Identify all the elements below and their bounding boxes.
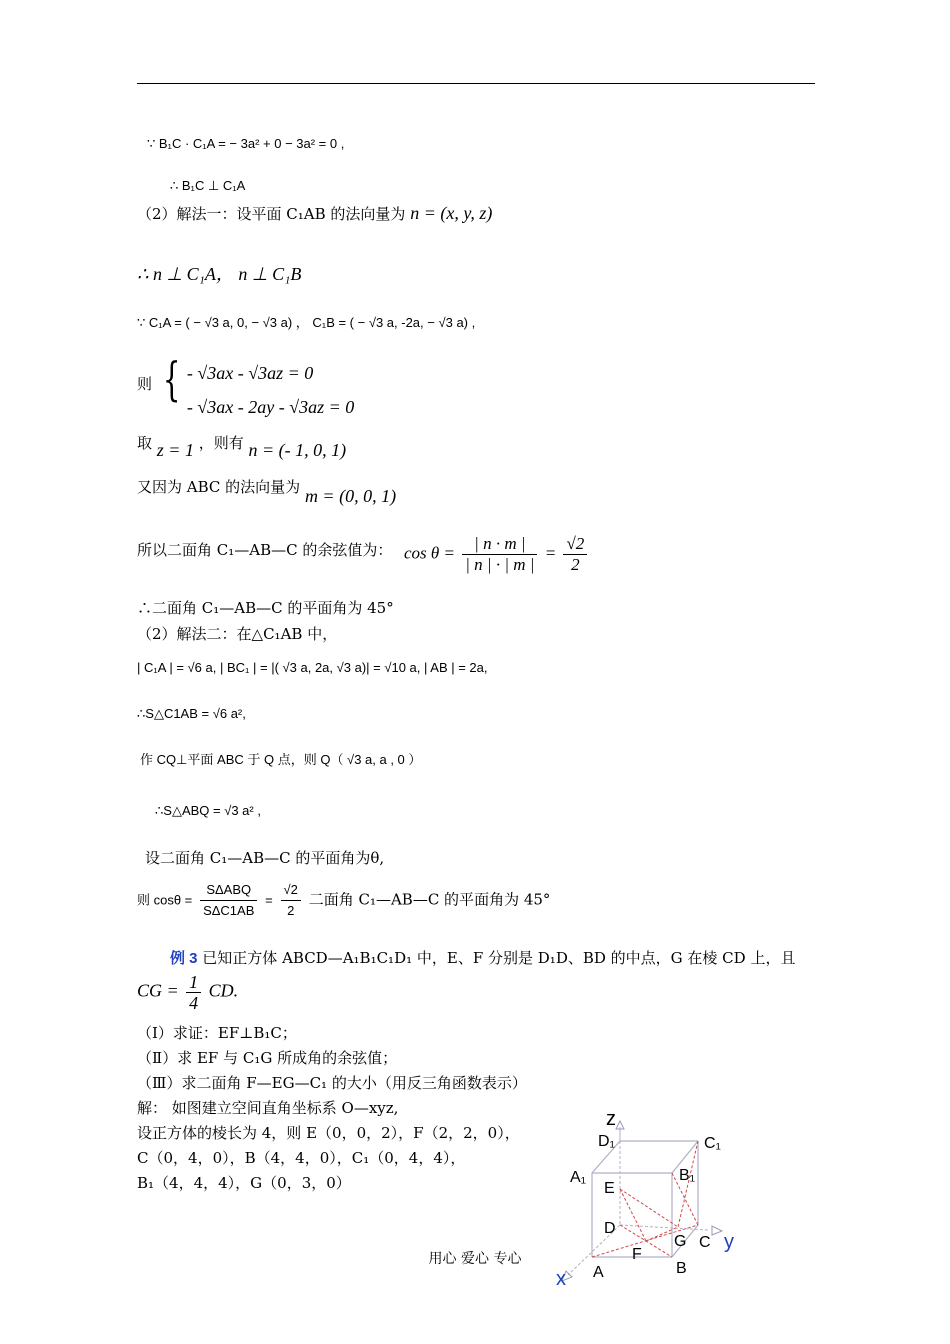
header-rule [137, 83, 815, 84]
solution-line-1: 解： 如图建立空间直角坐标系 O—xyz, [137, 1099, 399, 1117]
vertex-B1: B₁ [679, 1167, 696, 1184]
equation-1: - √3ax - √3az = 0 [186, 363, 314, 383]
area-equals: = [265, 892, 273, 908]
cos-denominator: | n | · | m | [465, 555, 535, 574]
line-perpendicular: ∴ B₁C ⊥ C₁A [170, 178, 246, 193]
cos-result-num: √2 [563, 534, 587, 555]
vertex-D1: D₁ [598, 1133, 615, 1150]
line-take-z [137, 432, 347, 460]
cg-num: 1 [186, 972, 201, 993]
line-method1-intro [137, 203, 492, 224]
method1-text: （2）解法一：设平面 C₁AB 的法向量为 [137, 205, 406, 223]
point-G: G [674, 1233, 687, 1250]
then-have-label: ，则有 [198, 434, 244, 452]
m-value: m = (0, 0, 1) [304, 486, 397, 506]
line-lengths: | C₁A | = √6 a, | BC₁ | = |( √3 a, 2a, √3 a)| = √10 a, | AB | = 2a, [137, 660, 488, 675]
vertex-A1: A₁ [570, 1169, 587, 1186]
normal-vector-n: n = (x, y, z) [410, 203, 493, 223]
line-set-theta: 设二面角 C₁—AB—C 的平面角为θ, [145, 849, 385, 867]
axis-z-label: z [606, 1108, 616, 1130]
solution-line-2: 设正方体的棱长为 4，则 E（0，0，2），F（2，2，0）， [137, 1124, 520, 1142]
cos-theta: cos θ = [404, 543, 455, 563]
page-footer: 用心 爱心 专心 [428, 1251, 522, 1267]
vertex-D: D [604, 1220, 616, 1237]
line-area-c1ab: ∴S△C1AB = √6 a², [137, 706, 246, 721]
then-label: 则 [137, 375, 153, 393]
cosine-formula [404, 534, 590, 575]
cosine-text: 所以二面角 C₁—AB—C 的余弦值为： [137, 541, 393, 559]
line-method2: （2）解法二：在△C₁AB 中， [137, 625, 338, 643]
area-denominator: SΔC1AB [203, 903, 255, 918]
line-area-abq: ∴S△ABQ = √3 a² , [155, 803, 261, 818]
cd-label: CD. [208, 980, 239, 1001]
area-result-den: 2 [287, 903, 295, 918]
vertex-A: A [593, 1264, 604, 1281]
line-dot-product: ∵ B₁C · C₁A = − 3a² + 0 − 3a² = 0 , [147, 136, 345, 151]
question-1: （Ⅰ）求证：EF⊥B₁C； [137, 1024, 297, 1042]
n-value: n = (- 1, 0, 1) [248, 440, 347, 460]
line-cq: 作 CQ⊥平面 ABC 于 Q 点，则 Q（ √3 a, a , 0 ） [140, 752, 422, 767]
axis-x-label: x [556, 1268, 566, 1290]
cos-numerator: | n · m | [462, 534, 537, 555]
area-numerator: SΔABQ [200, 880, 257, 901]
area-result-num: √2 [281, 880, 301, 901]
equation-system [137, 352, 355, 424]
point-E: E [604, 1180, 615, 1197]
line-cosine [137, 540, 392, 560]
solution-line-3: C（0，4，0），B（4，4，0），C₁（0，4，4）， [137, 1149, 466, 1167]
cos-area-label: 则 cosθ = [137, 892, 193, 908]
point-F: F [632, 1246, 642, 1263]
equation-2: - √3ax - 2ay - √3az = 0 [186, 397, 355, 417]
axis-y-label: y [724, 1231, 734, 1253]
line-angle-45: ∴二面角 C₁—AB—C 的平面角为 45° [137, 599, 394, 617]
vertex-C1: C₁ [704, 1135, 721, 1152]
question-3: （Ⅲ）求二面角 F—EG—C₁ 的大小（用反三角函数表示） [137, 1074, 527, 1092]
z-value: z = 1 [156, 440, 194, 460]
line-cos-area [137, 880, 550, 921]
example-3-label: 例 3 [170, 950, 198, 967]
vertex-C: C [699, 1234, 711, 1251]
cos-equals: = [544, 543, 557, 563]
cos-result-den: 2 [571, 555, 580, 574]
example-3-text: 已知正方体 ABCD—A₁B₁C₁D₁ 中，E、F 分别是 D₁D、BD 的中点，G 在棱 CD 上，且 [202, 949, 796, 967]
vertex-B: B [676, 1260, 687, 1277]
example-3-heading [170, 948, 795, 969]
line-n-perp: ∴ n ⊥ C₁A， n ⊥ C₁B [137, 264, 302, 284]
take-label: 取 [137, 434, 153, 452]
cg-label: CG = [137, 980, 179, 1001]
cg-den: 4 [189, 993, 199, 1013]
line-abc-normal [137, 476, 397, 506]
question-2: （Ⅱ）求 EF 与 C₁G 所成角的余弦值； [137, 1049, 398, 1067]
system-brace: { [162, 352, 181, 406]
solution-line-4: B₁（4，4，4），G（0，3，0） [137, 1174, 351, 1192]
line-cg-eq [137, 972, 238, 1013]
angle-45-conclusion: 二面角 C₁—AB—C 的平面角为 45° [308, 890, 551, 909]
line-vectors: ∵ C₁A = ( − √3 a, 0, − √3 a) ， C₁B = ( − √3 a, -2a, − √3 a) , [137, 315, 476, 330]
abc-normal-text: 又因为 ABC 的法向量为 [137, 478, 301, 496]
